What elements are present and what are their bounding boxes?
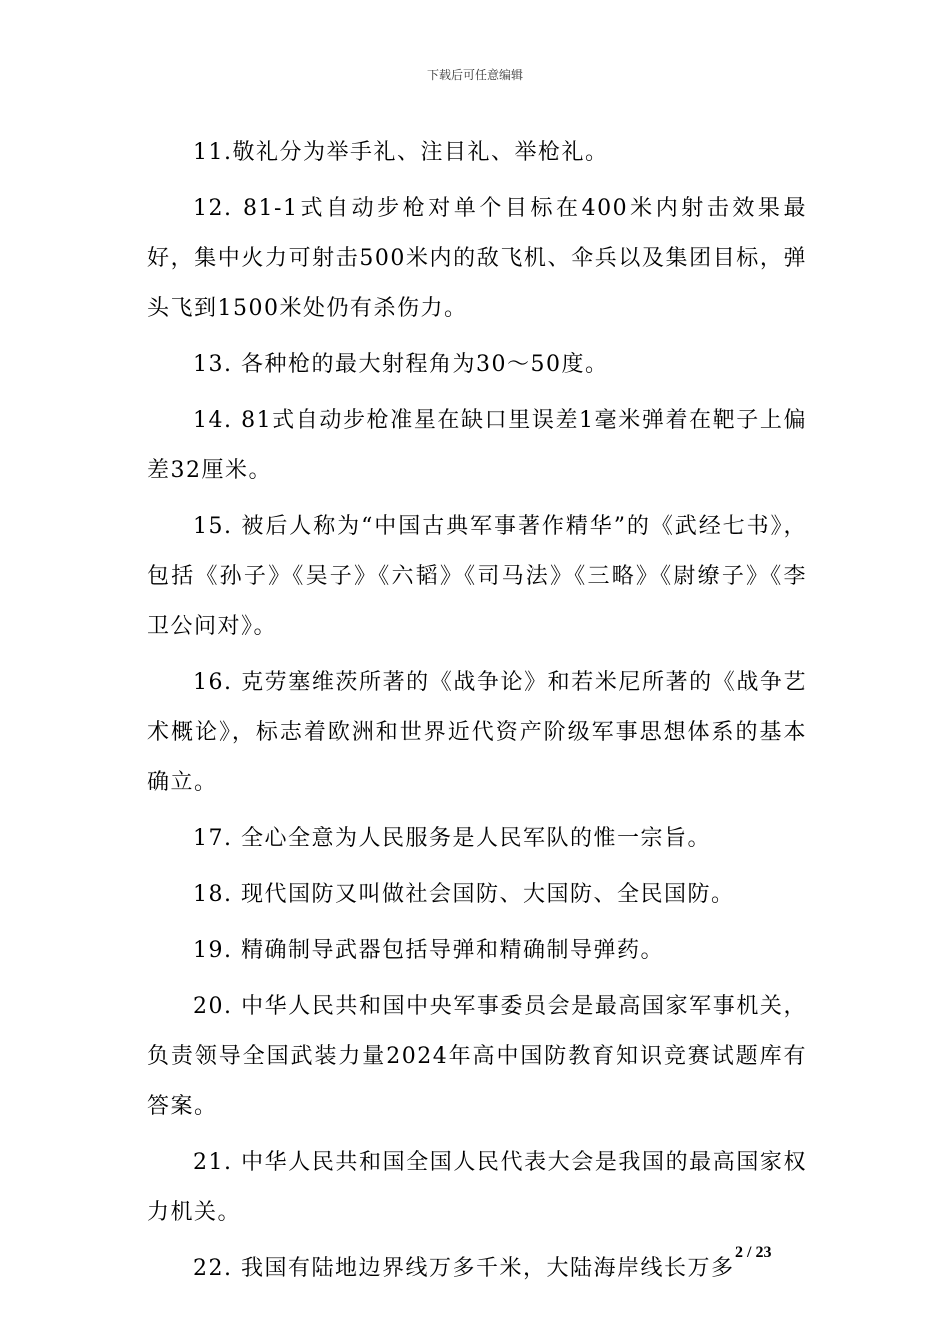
paragraph-16: 16. 克劳塞维茨所著的《战争论》和若米尼所著的《战争艺术概论》，标志着欧洲和世界近代资产阶级军事思想体系的基本确立。 (147, 670, 807, 795)
document-body (147, 128, 807, 1300)
paragraph-22: 22. 我国有陆地边界线万多千米，大陆海岸线长万多 (193, 1256, 735, 1281)
paragraph-11: 11.敬礼分为举手礼、注目礼、举枪礼。 (193, 140, 609, 165)
paragraph-13: 13. 各种枪的最大射程角为30～50度。 (193, 352, 609, 377)
paragraph-21: 21. 中华人民共和国全国人民代表大会是我国的最高国家权力机关。 (147, 1150, 807, 1225)
page-header: 下载后可任意编辑 (426, 68, 523, 82)
paragraph-15: 15. 被后人称为“中国古典军事著作精华”的《武经七书》，包括《孙子》《吴子》《六韬》《司马法》《三略》《尉缭子》《李卫公问对》。 (147, 514, 807, 639)
paragraph-18: 18. 现代国防又叫做社会国防、大国防、全民国防。 (193, 882, 735, 907)
paragraph-12: 12. 81-1式自动步枪对单个目标在400米内射击效果最好，集中火力可射击500米内的敌飞机、伞兵以及集团目标，弹头飞到1500米处仍有杀伤力。 (147, 196, 807, 321)
paragraph-14: 14. 81式自动步枪准星在缺口里误差1毫米弹着在靶子上偏差32厘米。 (147, 408, 807, 483)
paragraph-17: 17. 全心全意为人民服务是人民军队的惟一宗旨。 (193, 826, 711, 851)
paragraph-20: 20. 中华人民共和国中央军事委员会是最高国家军事机关，负责领导全国武装力量2024年高中国防教育知识竞赛试题库有答案。 (147, 994, 807, 1119)
paragraph-19: 19. 精确制导武器包括导弹和精确制导弹药。 (193, 938, 664, 963)
page-number: 2 / 23 (735, 1244, 772, 1261)
